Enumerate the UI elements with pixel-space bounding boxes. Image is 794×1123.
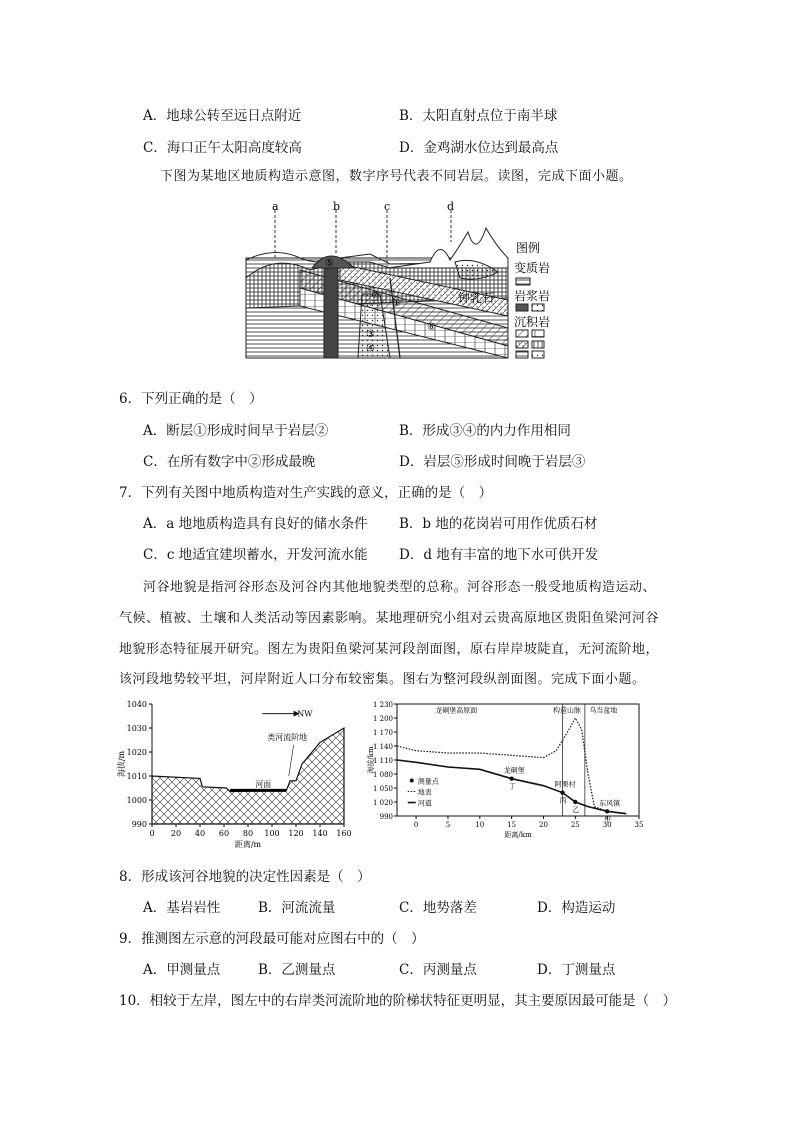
q9-option-d: D．丁测量点 <box>537 962 616 978</box>
measure-point <box>573 800 577 804</box>
y-tick-label: 1 050 <box>372 785 393 793</box>
q7-option-d: D．d 地有丰富的地下水可供开发 <box>399 547 599 563</box>
x-tick-label: 30 <box>602 821 612 829</box>
x-tick-label: 10 <box>475 821 485 829</box>
passage-line-4: 该河段地势较平坦，河岸附近人口分布较密集。图右为整河段纵剖面图。完成下面小题。 <box>119 672 646 687</box>
legend-point-marker <box>410 779 414 783</box>
place-label: 东风镇 <box>599 799 621 808</box>
y-tick-label: 1020 <box>126 748 147 757</box>
q6-option-b: B．形成③④的内力作用相同 <box>399 423 571 439</box>
x-tick-label: 40 <box>194 829 206 838</box>
y-tick-label: 1 020 <box>372 799 393 807</box>
num-2: ② <box>371 290 380 301</box>
option-a-prev: A．地球公转至远日点附近 <box>143 108 302 124</box>
region-label: 构造山脉 <box>553 706 582 715</box>
passage-line-3: 地貌形态特征展开研究。图左为贵阳鱼梁河某河段剖面图，原右岸岸坡陡直，无河流阶地， <box>119 642 660 657</box>
x-tick-label: 100 <box>264 829 280 838</box>
intro-text-1: 下图为某地区地质构造示意图，数字序号代表不同岩层。读图，完成下面小题。 <box>160 169 633 184</box>
y-tick-label: 1040 <box>126 700 147 709</box>
legend-surface: 地表 <box>417 788 432 797</box>
q10-stem: 10．相较于左岸，图左中的右岸类河流阶地的阶梯状特征更明显，其主要原因最可能是（ ） <box>119 993 677 1009</box>
x-tick-label: 80 <box>242 829 254 838</box>
num-5: ⑤ <box>325 258 334 269</box>
q7-option-a: A．a 地地质构造具有良好的储水条件 <box>143 516 368 532</box>
region-label: 乌当盆地 <box>589 706 618 715</box>
geology-diagram <box>240 198 600 364</box>
option-b-prev: B．太阳直射点位于南半球 <box>399 108 558 124</box>
y-axis-label: 海拔/km <box>367 746 375 774</box>
measure-point <box>605 809 609 813</box>
label-b: b <box>333 200 341 213</box>
q8-stem: 8．形成该河谷地貌的决定性因素是（ ） <box>119 869 371 885</box>
passage-line-2: 气候、植被、土壤和人类活动等因素影响。某地理研究小组对云贵高原地区贵阳鱼梁河河谷 <box>119 611 660 626</box>
q6-option-d: D．岩层⑤形成时间晚于岩层③ <box>399 454 586 470</box>
x-tick-label: 60 <box>218 829 230 838</box>
q9-option-b: B．乙测量点 <box>258 962 336 978</box>
direction-label: NW <box>297 709 313 719</box>
y-tick-label: 1 110 <box>372 757 393 765</box>
q9-option-a: A．甲测量点 <box>143 962 221 978</box>
measure-point <box>560 790 564 794</box>
point-label: 乙 <box>572 806 580 814</box>
y-axis-label: 海拔/m <box>117 750 126 778</box>
place-label: 阿栗村 <box>554 780 576 789</box>
x-tick-label: 20 <box>170 829 182 838</box>
river-label: 河面 <box>255 779 272 789</box>
y-tick-label: 1 080 <box>372 771 393 779</box>
q6-option-a: A．断层①形成时间早于岩层② <box>143 423 329 439</box>
x-tick-label: 140 <box>312 829 328 838</box>
num-4: ④ <box>366 343 375 354</box>
q8-option-b: B．河流流量 <box>258 900 336 916</box>
q6-option-c: C．在所有数字中②形成最晚 <box>143 454 316 470</box>
q9-option-c: C．丙测量点 <box>399 962 477 978</box>
num-1: ① <box>392 298 401 309</box>
x-axis-label: 距离/m <box>234 840 262 848</box>
y-tick-label: 990 <box>131 820 147 829</box>
cross-section-chart <box>112 698 362 848</box>
q8-option-c: C．地势落差 <box>399 900 477 916</box>
x-tick-label: 25 <box>570 821 580 829</box>
terrace-label: 类河流阶地 <box>267 733 308 742</box>
y-tick-label: 1000 <box>126 796 147 805</box>
q8-option-d: D．构造运动 <box>537 900 616 916</box>
y-tick-label: 1010 <box>126 772 147 781</box>
y-tick-label: 1 230 <box>372 701 393 709</box>
place-label: 龙硐堡 <box>503 766 525 775</box>
x-tick-label: 5 <box>445 821 451 829</box>
legend-river: 河道 <box>417 799 432 808</box>
y-tick-label: 1 170 <box>372 729 393 737</box>
y-tick-label: 1 200 <box>372 715 393 723</box>
point-label: 丁 <box>508 782 516 791</box>
q8-option-a: A．基岩岩性 <box>143 900 221 916</box>
region-label: 龙硐堡高原面 <box>435 706 478 715</box>
option-d-prev: D．金鸡湖水位达到最高点 <box>399 140 559 156</box>
cave-label: 钟乳石 <box>458 291 495 305</box>
x-tick-label: 160 <box>336 829 352 838</box>
label-c: c <box>384 200 391 213</box>
y-tick-label: 1030 <box>126 724 147 733</box>
num-3: ③ <box>366 329 375 340</box>
q9-stem: 9．推测图左示意的河段最可能对应图右中的（ ） <box>119 931 425 947</box>
label-d: d <box>447 200 455 213</box>
x-tick-label: 120 <box>288 829 304 838</box>
y-tick-label: 1 140 <box>372 743 393 751</box>
legend-title: 图例 <box>516 241 541 255</box>
y-tick-label: 990 <box>379 813 393 821</box>
q7-stem: 7．下列有关图中地质构造对生产实践的意义，正确的是（ ） <box>119 485 493 501</box>
point-label: 丙 <box>559 796 567 805</box>
x-tick-label: 0 <box>149 829 155 838</box>
option-c-prev: C．海口正午太阳高度较高 <box>143 140 302 156</box>
terrace-pointer <box>289 745 294 776</box>
num-6: ⑥ <box>427 322 436 333</box>
q7-option-c: C．c 地适宜建坝蓄水，开发河流水能 <box>143 547 368 563</box>
legend-sedimentary: 沉积岩 <box>514 315 551 329</box>
point-label: 甲 <box>604 815 612 824</box>
x-tick-label: 35 <box>634 821 644 829</box>
q7-option-b: B．b 地的花岗岩可用作优质石材 <box>399 516 598 532</box>
measure-point <box>509 776 513 780</box>
legend-metamorphic: 变质岩 <box>514 261 551 275</box>
x-tick-label: 0 <box>413 821 419 829</box>
q6-stem: 6．下列正确的是（ ） <box>119 391 263 407</box>
legend-point: 测量点 <box>417 777 439 786</box>
legend-igneous: 岩浆岩 <box>514 289 551 303</box>
passage-line-1: 河谷地貌是指河谷形态及河谷内其他地貌类型的总称。河谷形态一般受地质构造运动、 <box>143 580 657 595</box>
longitudinal-profile-chart <box>365 698 650 848</box>
terrain-area <box>152 728 344 824</box>
x-tick-label: 20 <box>539 821 548 829</box>
x-tick-label: 15 <box>507 821 517 829</box>
x-axis-label: 距离/km <box>504 831 532 839</box>
label-a: a <box>272 200 279 213</box>
